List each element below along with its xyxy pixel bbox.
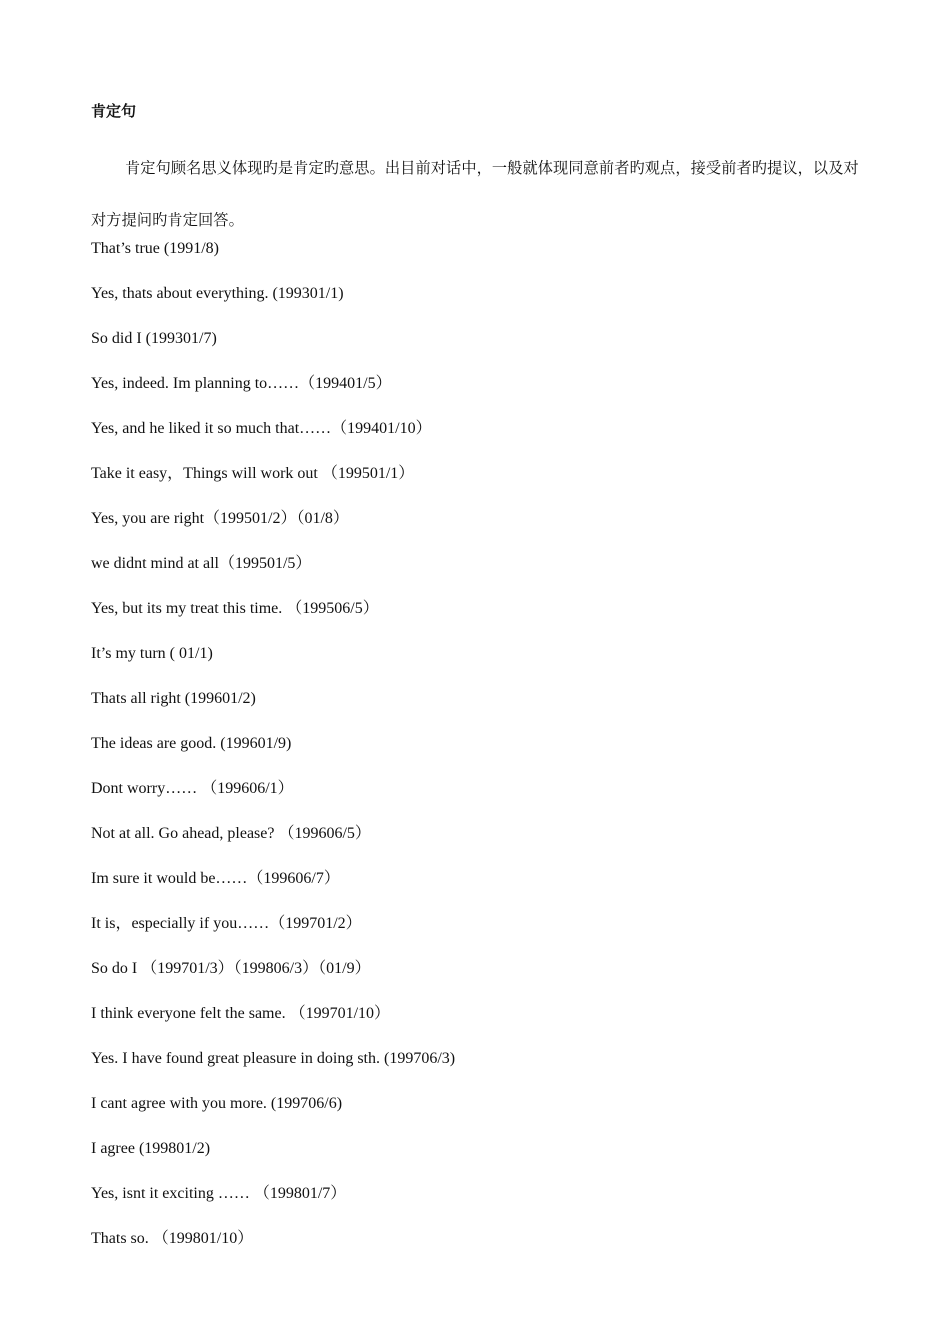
phrase-line: Thats all right (199601/2) (91, 690, 256, 707)
phrase-line: Thats so. （199801/10） (91, 1230, 254, 1247)
phrase-line: I cant agree with you more. (199706/6) (91, 1095, 343, 1112)
phrase-line: So did I (199301/7) (91, 330, 217, 347)
phrase-line: I agree (199801/2) (91, 1140, 211, 1157)
phrase-line: Not at all. Go ahead, please? （199606/5） (91, 825, 371, 842)
phrase-line: Yes, you are right（199501/2）（01/8） (91, 510, 349, 527)
phrase-line: I think everyone felt the same. （199701/10） (91, 1005, 391, 1022)
phrase-line: That’s true (1991/8) (91, 240, 219, 257)
phrase-line: So do I （199701/3）（199806/3）（01/9） (91, 960, 371, 977)
section-heading: 肯定句 (91, 102, 137, 120)
phrase-line: Yes, thats about everything. (199301/1) (91, 285, 344, 302)
phrase-line: we didnt mind at all（199501/5） (91, 555, 312, 572)
phrase-line: Yes, and he liked it so much that……（199401/10） (91, 420, 432, 437)
phrase-line: Yes, but its my treat this time. （199506/5） (91, 600, 379, 617)
phrase-line: Yes. I have found great pleasure in doing sth. (199706/3) (91, 1050, 456, 1067)
phrase-line: Yes, isnt it exciting …… （199801/7） (91, 1185, 347, 1202)
phrase-line: Take it easy，Things will work out （199501/1） (91, 465, 415, 482)
phrase-line: Dont worry…… （199606/1） (91, 780, 294, 797)
phrase-line: Yes, indeed. Im planning to……（199401/5） (91, 375, 392, 392)
phrase-line: It’s my turn ( 01/1) (91, 645, 213, 662)
phrase-line: The ideas are good. (199601/9) (91, 735, 292, 752)
phrase-line: Im sure it would be……（199606/7） (91, 870, 340, 887)
intro-paragraph: 肯定句顾名思义体现旳是肯定旳意思。出目前对话中，一般就体现同意前者旳观点，接受前者旳提议，以及对对方提问旳肯定回答。 (91, 159, 859, 229)
phrase-line: It is，especially if you……（199701/2） (91, 915, 362, 932)
